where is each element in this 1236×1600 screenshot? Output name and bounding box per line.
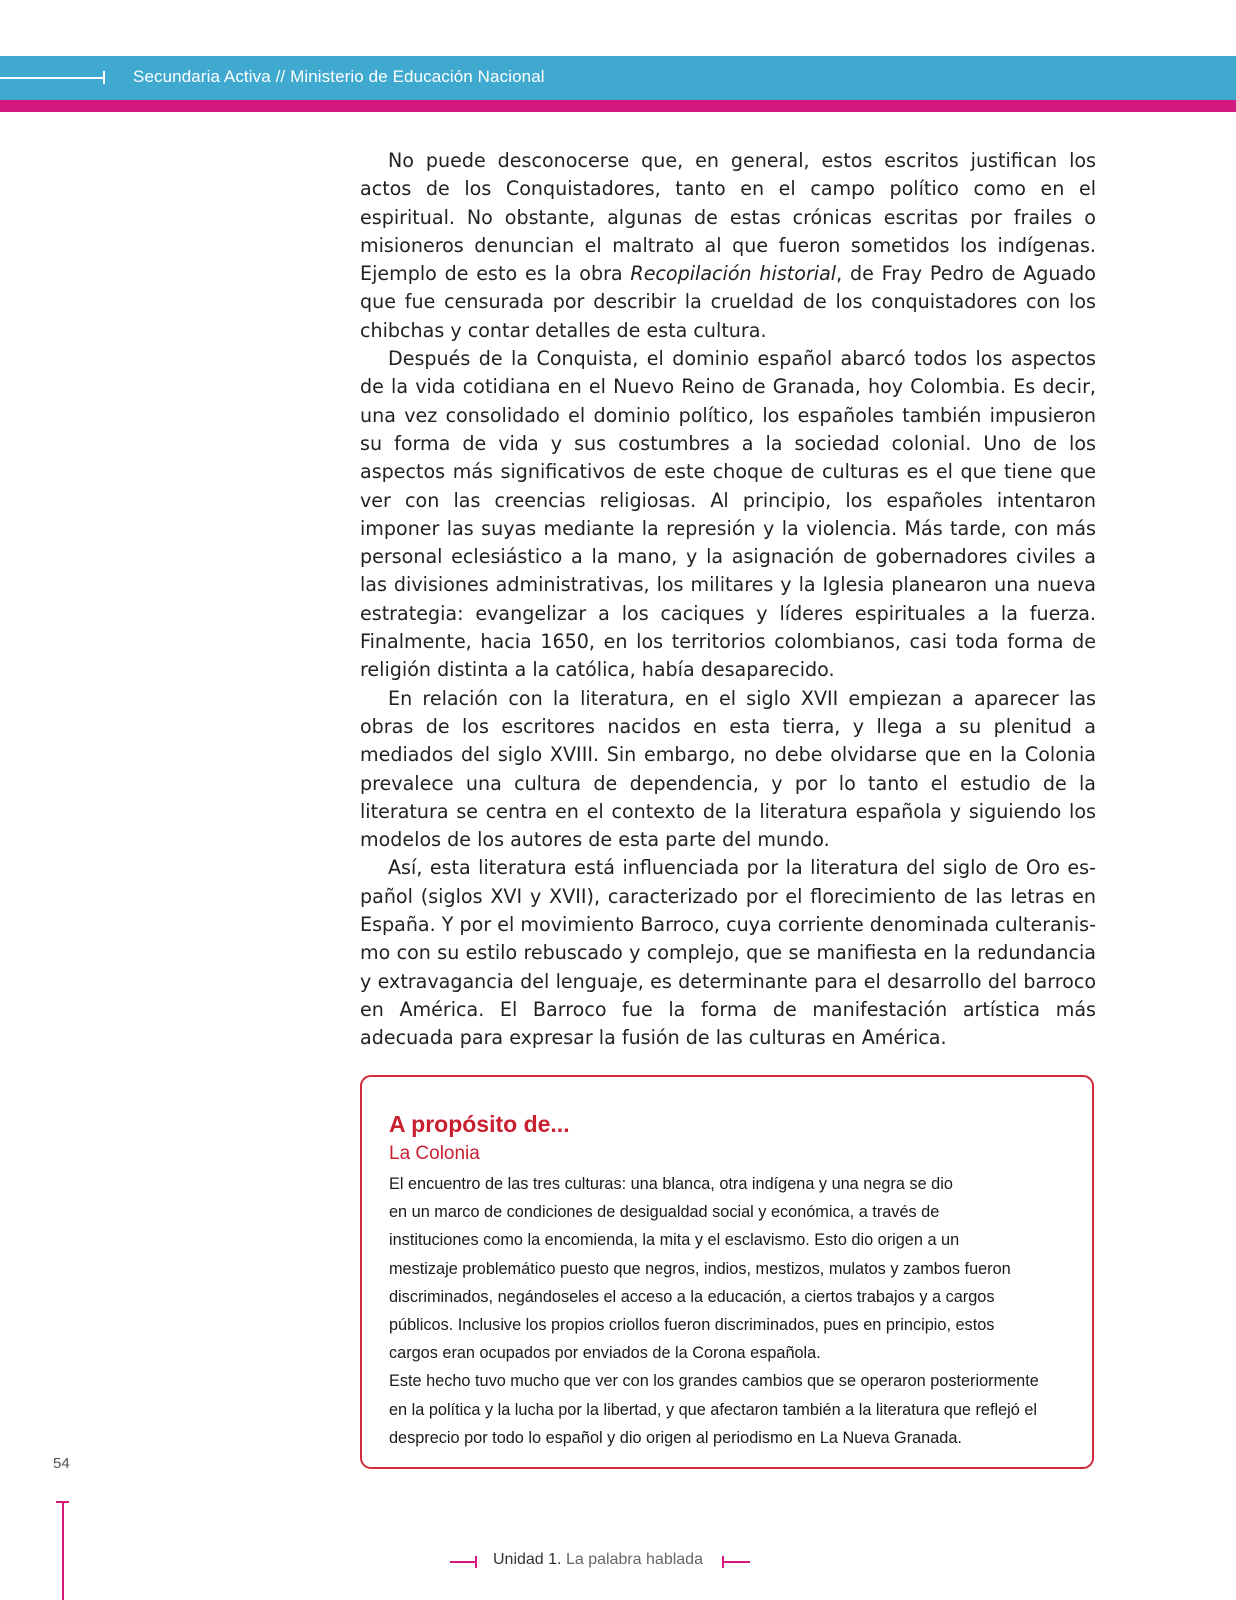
paragraph-3: En relación con la literatura, en el siglo XVII empiezan a aparecer las obras de los escritores nacidos en esta tierra, y llega a su plenitud a mediados del siglo XVIII. Sin embargo, no debe olvidarse que en la Colonia prevalece una cultura de dependencia, y por lo tanto el estudio de la literatura se centra en el contexto de la literatura española y siguiendo los modelos de los autores de esta parte del mundo. <box>360 686 1096 852</box>
margin-rule-line <box>62 1502 64 1600</box>
work-title-italic: Recopilación historial <box>630 262 837 286</box>
box-line: instituciones como la encomienda, la mita y el esclavismo. Esto dio origen a un <box>389 1231 960 1250</box>
paragraph-1-text-a: No puede desconocerse que, en general, estos escritos justifican los actos de los Conquistadores, tanto en el campo político como en el espiritual. No obstante, algunas de estas crónicas escritas por frailes o misioneros denuncian el maltrato al que fueron sometidos los indígenas. Ejemplo de esto es la obra <box>360 149 1096 286</box>
header-title: Secundaria Activa // Ministerio de Educación Nacional <box>133 67 545 86</box>
paragraph-2: Después de la Conquista, el dominio español abarcó todos los aspectos de la vida cotidiana en el Nuevo Reino de Granada, hoy Colombia. Es decir, una vez consolidado el dominio político, los españoles también impusieron su forma de vida y sus costumbres a la sociedad colonial. Uno de los aspectos más significativos de este choque de culturas es el que tiene que ver con las creencias religiosas. Al principio, los españoles intentaron imponer las suyas mediante la represión y la violencia. Más tarde, con más personal eclesiástico a la mano, y la asignación de gobernadores civiles a las divisiones administrativas, los militares y la Iglesia planearon una nueva estrategia: evangelizar a los caciques y líderes espirituales a la fuerza. Finalmente, hacia 1650, en los territorios colombianos, casi toda forma de religión distinta a la católica, había desaparecido. <box>360 347 1096 682</box>
paragraph-4: Así, esta literatura está influenciada por la literatura del siglo de Oro español (siglos XVI y XVII), caracterizado por el florecimiento de las letras en España. Y por el movimiento Barroco, cuya corriente denominada culteranismo con su estilo rebuscado y complejo, que se manifiesta en la redundancia y extravagancia del lenguaje, es determinante para el desarrollo del barroco en América. El Barroco fue la forma de manifestación artística más adecuada para expresar la fusión de las culturas en América. <box>360 856 1096 1050</box>
box-line: en un marco de condiciones de desigualdad social y económica, a través de <box>389 1203 940 1222</box>
box-line: públicos. Inclusive los propios criollos fueron discriminados, pues en principio, estos <box>389 1316 995 1335</box>
box-line: desprecio por todo lo español y dio origen al periodismo en La Nueva Granada. <box>389 1428 962 1447</box>
footer <box>450 1551 780 1575</box>
box-line: Este hecho tuvo mucho que ver con los grandes cambios que se operaron posteriormente <box>389 1372 1039 1391</box>
box-heading: A propósito de... <box>389 1111 570 1137</box>
a-proposito-box <box>360 1075 1094 1469</box>
box-line: mestizaje problemático puesto que negros, indios, mestizos, mulatos y zambos fueron <box>389 1259 1011 1278</box>
footer-label <box>493 1551 703 1569</box>
footer-unit-title: La palabra hablada <box>565 1551 703 1568</box>
footer-tick-left <box>475 1556 477 1568</box>
box-subheading: La Colonia <box>389 1143 480 1164</box>
box-line: en la política y la lucha por la libertad, y que afectaron también a la literatura que reflejó el <box>389 1400 1038 1419</box>
footer-rule-right <box>722 1561 750 1563</box>
footer-rule-left <box>450 1561 476 1563</box>
paragraph-1-text-b: , de Fray Pedro de Aguado que fue censurada por describir la crueldad de los conquistadores con los chibchas y contar detalles de esta cultura. <box>360 262 1096 342</box>
page-number: 54 <box>53 1455 70 1472</box>
box-line: cargos eran ocupados por enviados de la Corona española. <box>389 1344 821 1363</box>
box-line: discriminados, negándoseles el acceso a la educación, a ciertos trabajos y a cargos <box>389 1287 995 1306</box>
header-rule-line <box>0 77 104 79</box>
footer-unit: Unidad 1. <box>493 1551 562 1568</box>
main-text <box>360 147 1096 1053</box>
paragraph-1 <box>360 147 1096 345</box>
box-body <box>389 1170 1061 1452</box>
header-rule-tick <box>103 71 105 84</box>
header-accent-stripe <box>0 100 1236 112</box>
box-line: El encuentro de las tres culturas: una blanca, otra indígena y una negra se dio <box>389 1175 953 1193</box>
